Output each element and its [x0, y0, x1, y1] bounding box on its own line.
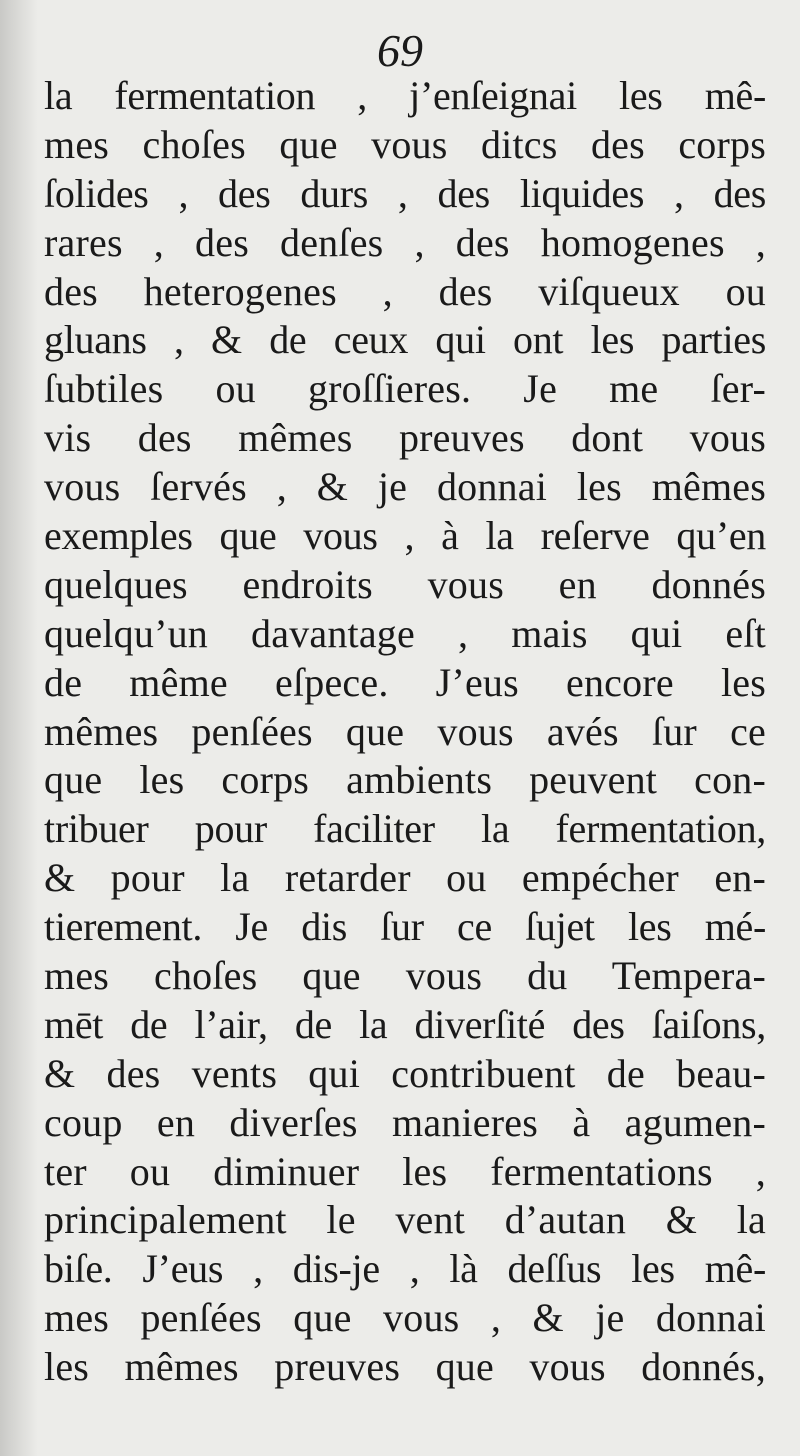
text-line: ſubtiles ou groſſieres. Je me ſer-	[44, 366, 766, 412]
text-line: vous ſervés , & je donnai les mêmes	[44, 464, 766, 510]
text-line: de même eſpece. J’eus encore les	[44, 659, 766, 705]
text-line: des heterogenes , des viſqueux ou	[44, 268, 766, 314]
text-line: coup en diverſes manieres à agumen-	[44, 1099, 766, 1145]
text-line: les mêmes preuves que vous donnés,	[44, 1344, 766, 1390]
text-line: quelqu’un davantage , mais qui eſt	[44, 610, 766, 656]
text-line: mēt de l’air, de la diverſité des ſaiſons,	[44, 1001, 766, 1047]
text-line: la fermentation , j’enſeignai les mê-	[44, 73, 766, 118]
text-line: que les corps ambients peuvent con-	[44, 757, 766, 803]
text-line: tierement. Je dis ſur ce ſujet les mé-	[44, 904, 766, 950]
text-line: biſe. J’eus , dis-je , là deſſus les mê-	[44, 1246, 766, 1292]
text-line: & pour la retarder ou empécher en-	[44, 855, 766, 901]
text-line: gluans , & de ceux qui ont les parties	[44, 317, 766, 363]
page-number: 69	[377, 25, 423, 76]
text-line: rares , des denſes , des homogenes ,	[44, 219, 766, 265]
text-line: ter ou diminuer les fermentations ,	[44, 1148, 766, 1194]
text-line: tribuer pour faciliter la fermentation,	[44, 806, 766, 852]
text-line: vis des mêmes preuves dont vous	[44, 415, 766, 461]
text-line: mes penſées que vous , & je donnai	[44, 1295, 766, 1341]
text-line: principalement le vent d’autan & la	[44, 1197, 766, 1243]
text-line: mêmes penſées que vous avés ſur ce	[44, 708, 766, 754]
text-line: & des vents qui contribuent de beau-	[44, 1050, 766, 1096]
text-line: mes choſes que vous ditcs des corps	[44, 121, 766, 167]
text-line: mes choſes que vous du Tempera-	[44, 953, 766, 999]
text-line: ſolides , des durs , des liquides , des	[44, 170, 766, 216]
body-text	[44, 72, 766, 1392]
text-line: quelques endroits vous en donnés	[44, 561, 766, 607]
binding-shadow	[0, 0, 38, 1456]
text-line: exemples que vous , à la reſerve qu’en	[44, 513, 766, 559]
